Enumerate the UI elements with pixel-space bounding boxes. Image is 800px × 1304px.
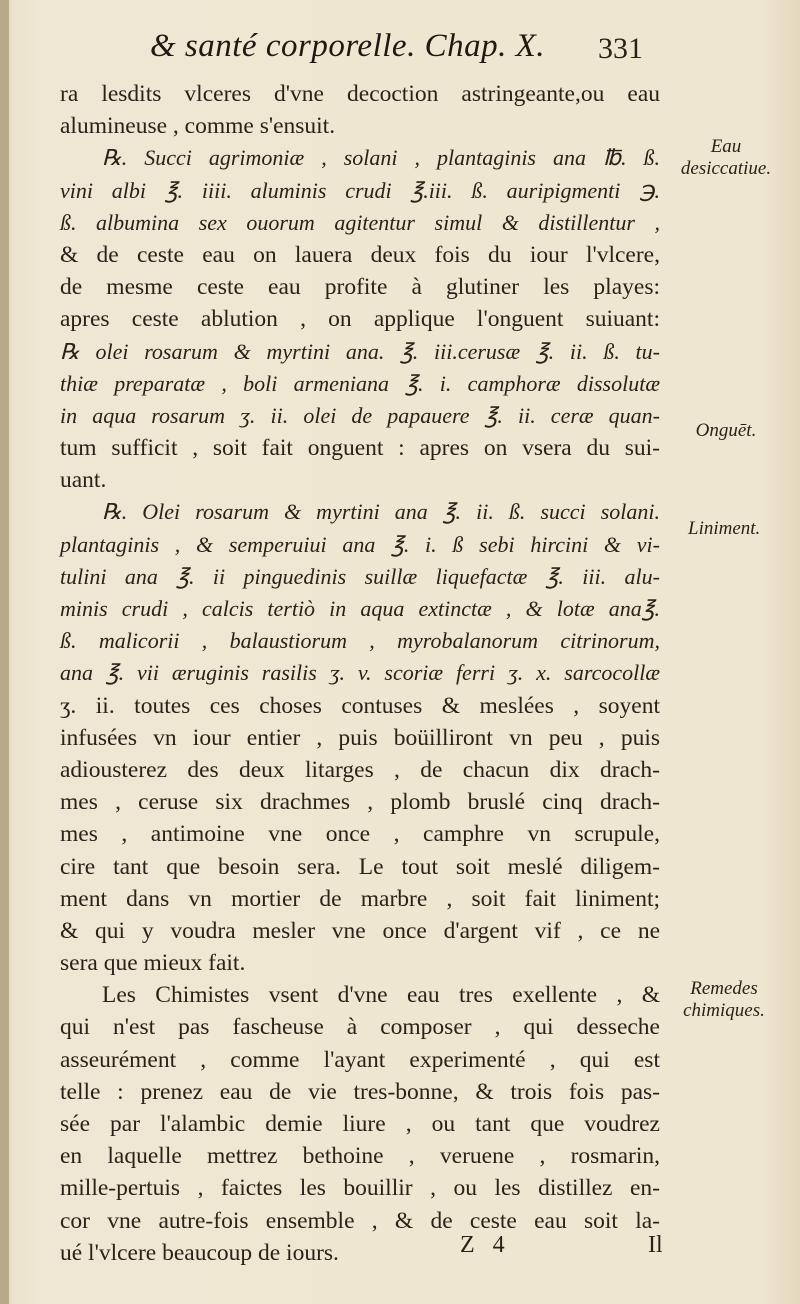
text-line: Les Chimistes vsent d'vne eau tres exellente , & xyxy=(102,982,660,1009)
signature-mark: Z 4 xyxy=(460,1232,511,1258)
text-line: alumineuse , comme s'ensuit. xyxy=(60,113,336,140)
text-line: de mesme ceste eau profite à glutiner les playes: xyxy=(60,274,660,301)
text-line: ℞. Olei rosarum & myrtini ana ℥. ii. ß. succi solani. xyxy=(102,499,660,525)
margin-notes xyxy=(668,0,796,1304)
text-line: mes , ceruse six drachmes , plomb bruslé cinq drach- xyxy=(60,789,660,816)
text-line: & de ceste eau on lauera deux fois du iour l'vlcere, xyxy=(60,241,660,268)
text-line: ana ℥. vii æruginis rasilis ʒ. v. scoriæ ferri ʒ. x. sarcocollæ xyxy=(60,660,660,686)
text-line: cire tant que besoin sera. Le tout soit meslé diligem- xyxy=(60,853,660,880)
catchword: Il xyxy=(648,1232,663,1258)
text-line: ℞. Succi agrimoniæ , solani , plantaginis ana ℔. ß. xyxy=(102,145,660,171)
text-line: thiæ preparatæ , boli armeniana ℥. i. camphoræ dissolutæ xyxy=(60,370,660,396)
text-line: & qui y voudra mesler vne once d'argent vif , ce ne xyxy=(60,917,660,944)
page-number: 331 xyxy=(598,32,643,65)
text-line: uant. xyxy=(60,467,107,494)
text-line: qui n'est pas fascheuse à composer , qui desseche xyxy=(60,1014,660,1041)
margin-note-eau-desiccatiue: Eau desiccatiue. xyxy=(680,136,772,179)
text-line: tulini ana ℥. ii pinguedinis suillæ liquefactæ ℥. iii. alu- xyxy=(60,563,660,589)
text-line: mille-pertuis , faictes les bouillir , ou les distillez en- xyxy=(60,1175,660,1202)
text-line: ment dans vn mortier de marbre , soit fait liniment; xyxy=(60,885,660,912)
text-line: apres ceste ablution , on applique l'onguent suiuant: xyxy=(60,306,660,333)
text-line: minis crudi , calcis tertiò in aqua extinctæ , & lotæ ana℥. xyxy=(60,596,660,621)
text-line: ℞ olei rosarum & myrtini ana. ℥. iii.cerusæ ℥. ii. ß. tu- xyxy=(60,338,660,364)
page-footer xyxy=(0,1232,800,1272)
text-line: tum sufficit , soit fait onguent : apres on vsera du sui- xyxy=(60,435,660,462)
main-text-block xyxy=(60,78,660,1269)
margin-note-remedes-chimiques: Remedes chimiques. xyxy=(683,978,765,1021)
text-line: infusées vn iour entier , puis boüilliront vn peu , puis xyxy=(60,724,660,751)
margin-note-onguent: Onguēt. xyxy=(695,420,757,441)
text-line: in aqua rosarum ʒ. ii. olei de papauere ℥. ii. ceræ quan- xyxy=(60,402,660,428)
text-line: telle : prenez eau de vie tres-bonne, & trois fois pas- xyxy=(60,1078,660,1105)
text-line: sera que mieux fait. xyxy=(60,950,246,977)
text-line: vini albi ℥. iiii. aluminis crudi ℥.iii. ß. auripigmenti ℈. xyxy=(60,177,660,203)
text-line: plantaginis , & semperuiui ana ℥. i. ß sebi hircini & vi- xyxy=(60,531,660,557)
text-line: ué l'vlcere beaucoup de iours. xyxy=(60,1239,339,1266)
text-line: ß. malicorii , balaustiorum , myrobalanorum citrinorum, xyxy=(60,628,660,654)
text-line: cor vne autre-fois ensemble , & de ceste eau soit la- xyxy=(60,1207,660,1234)
text-line: mes , antimoine vne once , camphre vn scrupule, xyxy=(60,821,660,848)
text-line: ʒ. ii. toutes ces choses contuses & meslées , soyent xyxy=(60,692,660,719)
text-line: ß. albumina sex ouorum agitentur simul & distillentur , xyxy=(60,209,660,235)
running-head: & santé corporelle. Chap. X. xyxy=(150,28,545,64)
text-line: ra lesdits vlceres d'vne decoction astringeante,ou eau xyxy=(60,81,660,107)
margin-note-liniment: Liniment. xyxy=(688,518,761,539)
text-line: asseurément , comme l'ayant experimenté , qui est xyxy=(60,1046,660,1073)
text-line: adiousterez des deux litarges , de chacun dix drach- xyxy=(60,756,660,783)
text-line: sée par l'alambic demie liure , ou tant que voudrez xyxy=(60,1111,660,1137)
text-line: en laquelle mettrez bethoine , veruene , rosmarin, xyxy=(60,1143,660,1170)
